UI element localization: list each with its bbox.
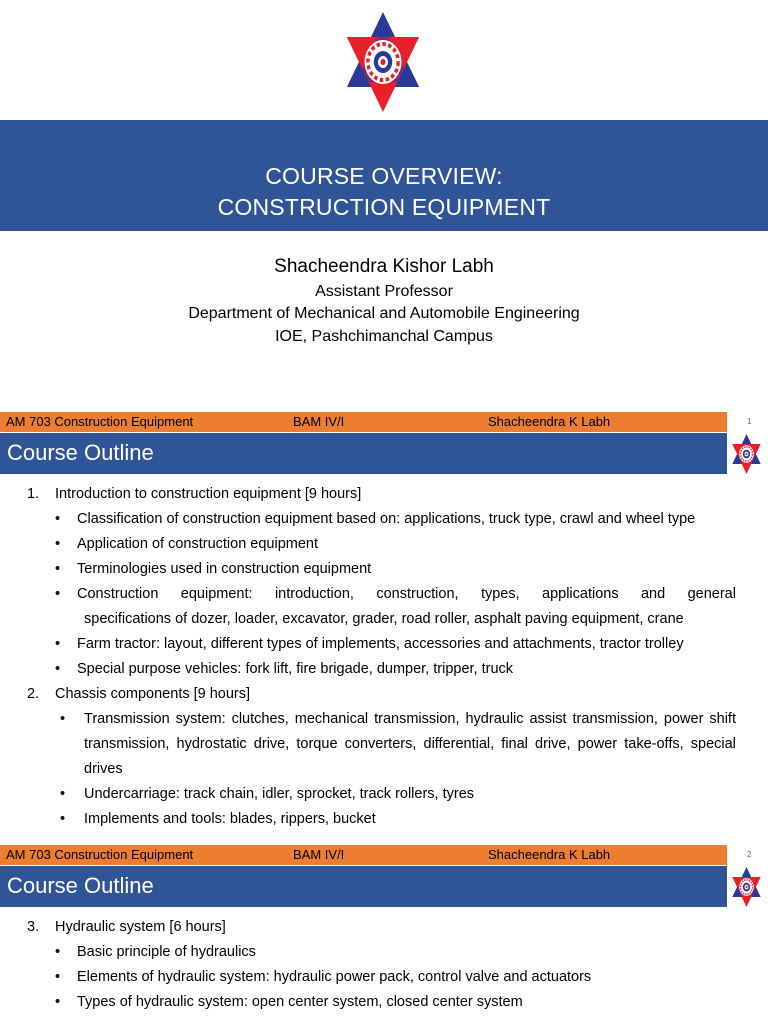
- word: shift: [709, 711, 736, 727]
- list-number: 1.: [27, 486, 40, 502]
- word: clutches,: [231, 711, 289, 727]
- bullet: •: [55, 511, 61, 527]
- justified-line: [77, 586, 736, 602]
- page-number: 1: [747, 417, 752, 426]
- author-name: Shacheendra Kishor Labh: [274, 256, 494, 277]
- word: drive,: [535, 736, 571, 752]
- slide-header-bar: [0, 412, 727, 432]
- list-item-continuation: drives: [84, 761, 123, 777]
- word: mechanical: [294, 711, 369, 727]
- bullet: •: [60, 786, 66, 802]
- page-number: 2: [747, 850, 752, 859]
- word: transmission,: [572, 711, 658, 727]
- list-number: 2.: [27, 686, 40, 702]
- header-course: AM 703 Construction Equipment: [6, 414, 194, 429]
- word: Construction: [77, 586, 159, 602]
- bullet: •: [60, 811, 66, 827]
- word: take-offs,: [624, 736, 684, 752]
- ioe-logo-small: [730, 434, 763, 474]
- slide-header-bar: [0, 845, 727, 865]
- list-item: Implements and tools: blades, rippers, bucket: [84, 811, 376, 827]
- ioe-logo: [341, 12, 425, 112]
- word: torque: [296, 736, 338, 752]
- slide-title: Course Outline: [7, 440, 154, 465]
- list-item: Hydraulic system [6 hours]: [55, 919, 226, 935]
- slide-title-band: [0, 433, 727, 474]
- list-item: Chassis components [9 hours]: [55, 686, 251, 702]
- bullet: •: [55, 994, 61, 1010]
- list-item: Basic principle of hydraulics: [77, 944, 256, 960]
- word: power: [577, 736, 618, 752]
- list-item: Special purpose vehicles: fork lift, fire brigade, dumper, tripper, truck: [77, 661, 514, 677]
- bullet: •: [55, 969, 61, 985]
- word: and: [640, 586, 666, 602]
- ioe-logo-small: [730, 867, 763, 907]
- list-item-continuation: specifications of dozer, loader, excavator, grader, road roller, asphalt paving equipment, crane: [84, 611, 684, 627]
- word: system:: [175, 711, 226, 727]
- justified-line: [84, 711, 736, 727]
- title-line-1: COURSE OVERVIEW:: [265, 163, 503, 189]
- list-item: Elements of hydraulic system: hydraulic power pack, control valve and actuators: [77, 969, 592, 985]
- word: types,: [480, 586, 520, 602]
- header-instructor: Shacheendra K Labh: [488, 847, 611, 862]
- author-role: Assistant Professor: [315, 283, 453, 300]
- list-item: Farm tractor: layout, different types of implements, accessories and attachments, tractor trolley: [77, 636, 684, 652]
- list-item: Introduction to construction equipment [9 hours]: [55, 486, 362, 502]
- word: special: [690, 736, 736, 752]
- department: Department of Mechanical and Automobile Engineering: [188, 305, 580, 322]
- bullet: •: [60, 711, 66, 727]
- word: introduction,: [274, 586, 354, 602]
- campus: IOE, Pashchimanchal Campus: [275, 328, 493, 345]
- bullet: •: [55, 944, 61, 960]
- header-instructor: Shacheendra K Labh: [488, 414, 611, 429]
- word: final: [501, 736, 528, 752]
- word: hydraulic: [465, 711, 524, 727]
- word: power: [663, 711, 704, 727]
- list-item: Classification of construction equipment based on: applications, truck type, crawl and wheel type: [77, 511, 696, 527]
- list-item: Application of construction equipment: [77, 536, 319, 552]
- word: transmission,: [84, 736, 170, 752]
- word: Transmission: [84, 711, 170, 727]
- slide-title-band: [0, 866, 727, 907]
- bullet: •: [55, 561, 61, 577]
- header-class: BAM IV/I: [293, 414, 345, 429]
- title-band: [0, 120, 768, 231]
- bullet: •: [55, 661, 61, 677]
- slide-title: Course Outline: [7, 873, 154, 898]
- list-number: 3.: [27, 919, 40, 935]
- word: applications: [542, 586, 619, 602]
- word: construction,: [376, 586, 459, 602]
- list-item: Types of hydraulic system: open center system, closed center system: [77, 994, 523, 1010]
- header-course: AM 703 Construction Equipment: [6, 847, 194, 862]
- word: assist: [529, 711, 567, 727]
- word: differential,: [423, 736, 495, 752]
- list-item: Terminologies used in construction equipment: [77, 561, 372, 577]
- bullet: •: [55, 636, 61, 652]
- word: drive,: [253, 736, 290, 752]
- bullet: •: [55, 536, 61, 552]
- word: transmission,: [374, 711, 460, 727]
- list-item: Undercarriage: track chain, idler, sprocket, track rollers, tyres: [84, 786, 475, 802]
- word: equipment:: [180, 586, 253, 602]
- justified-line: [84, 736, 736, 752]
- header-class: BAM IV/I: [293, 847, 345, 862]
- word: converters,: [344, 736, 417, 752]
- bullet: •: [55, 586, 61, 602]
- title-line-2: CONSTRUCTION EQUIPMENT: [217, 194, 551, 220]
- word: general: [687, 586, 736, 602]
- word: hydrostatic: [176, 736, 247, 752]
